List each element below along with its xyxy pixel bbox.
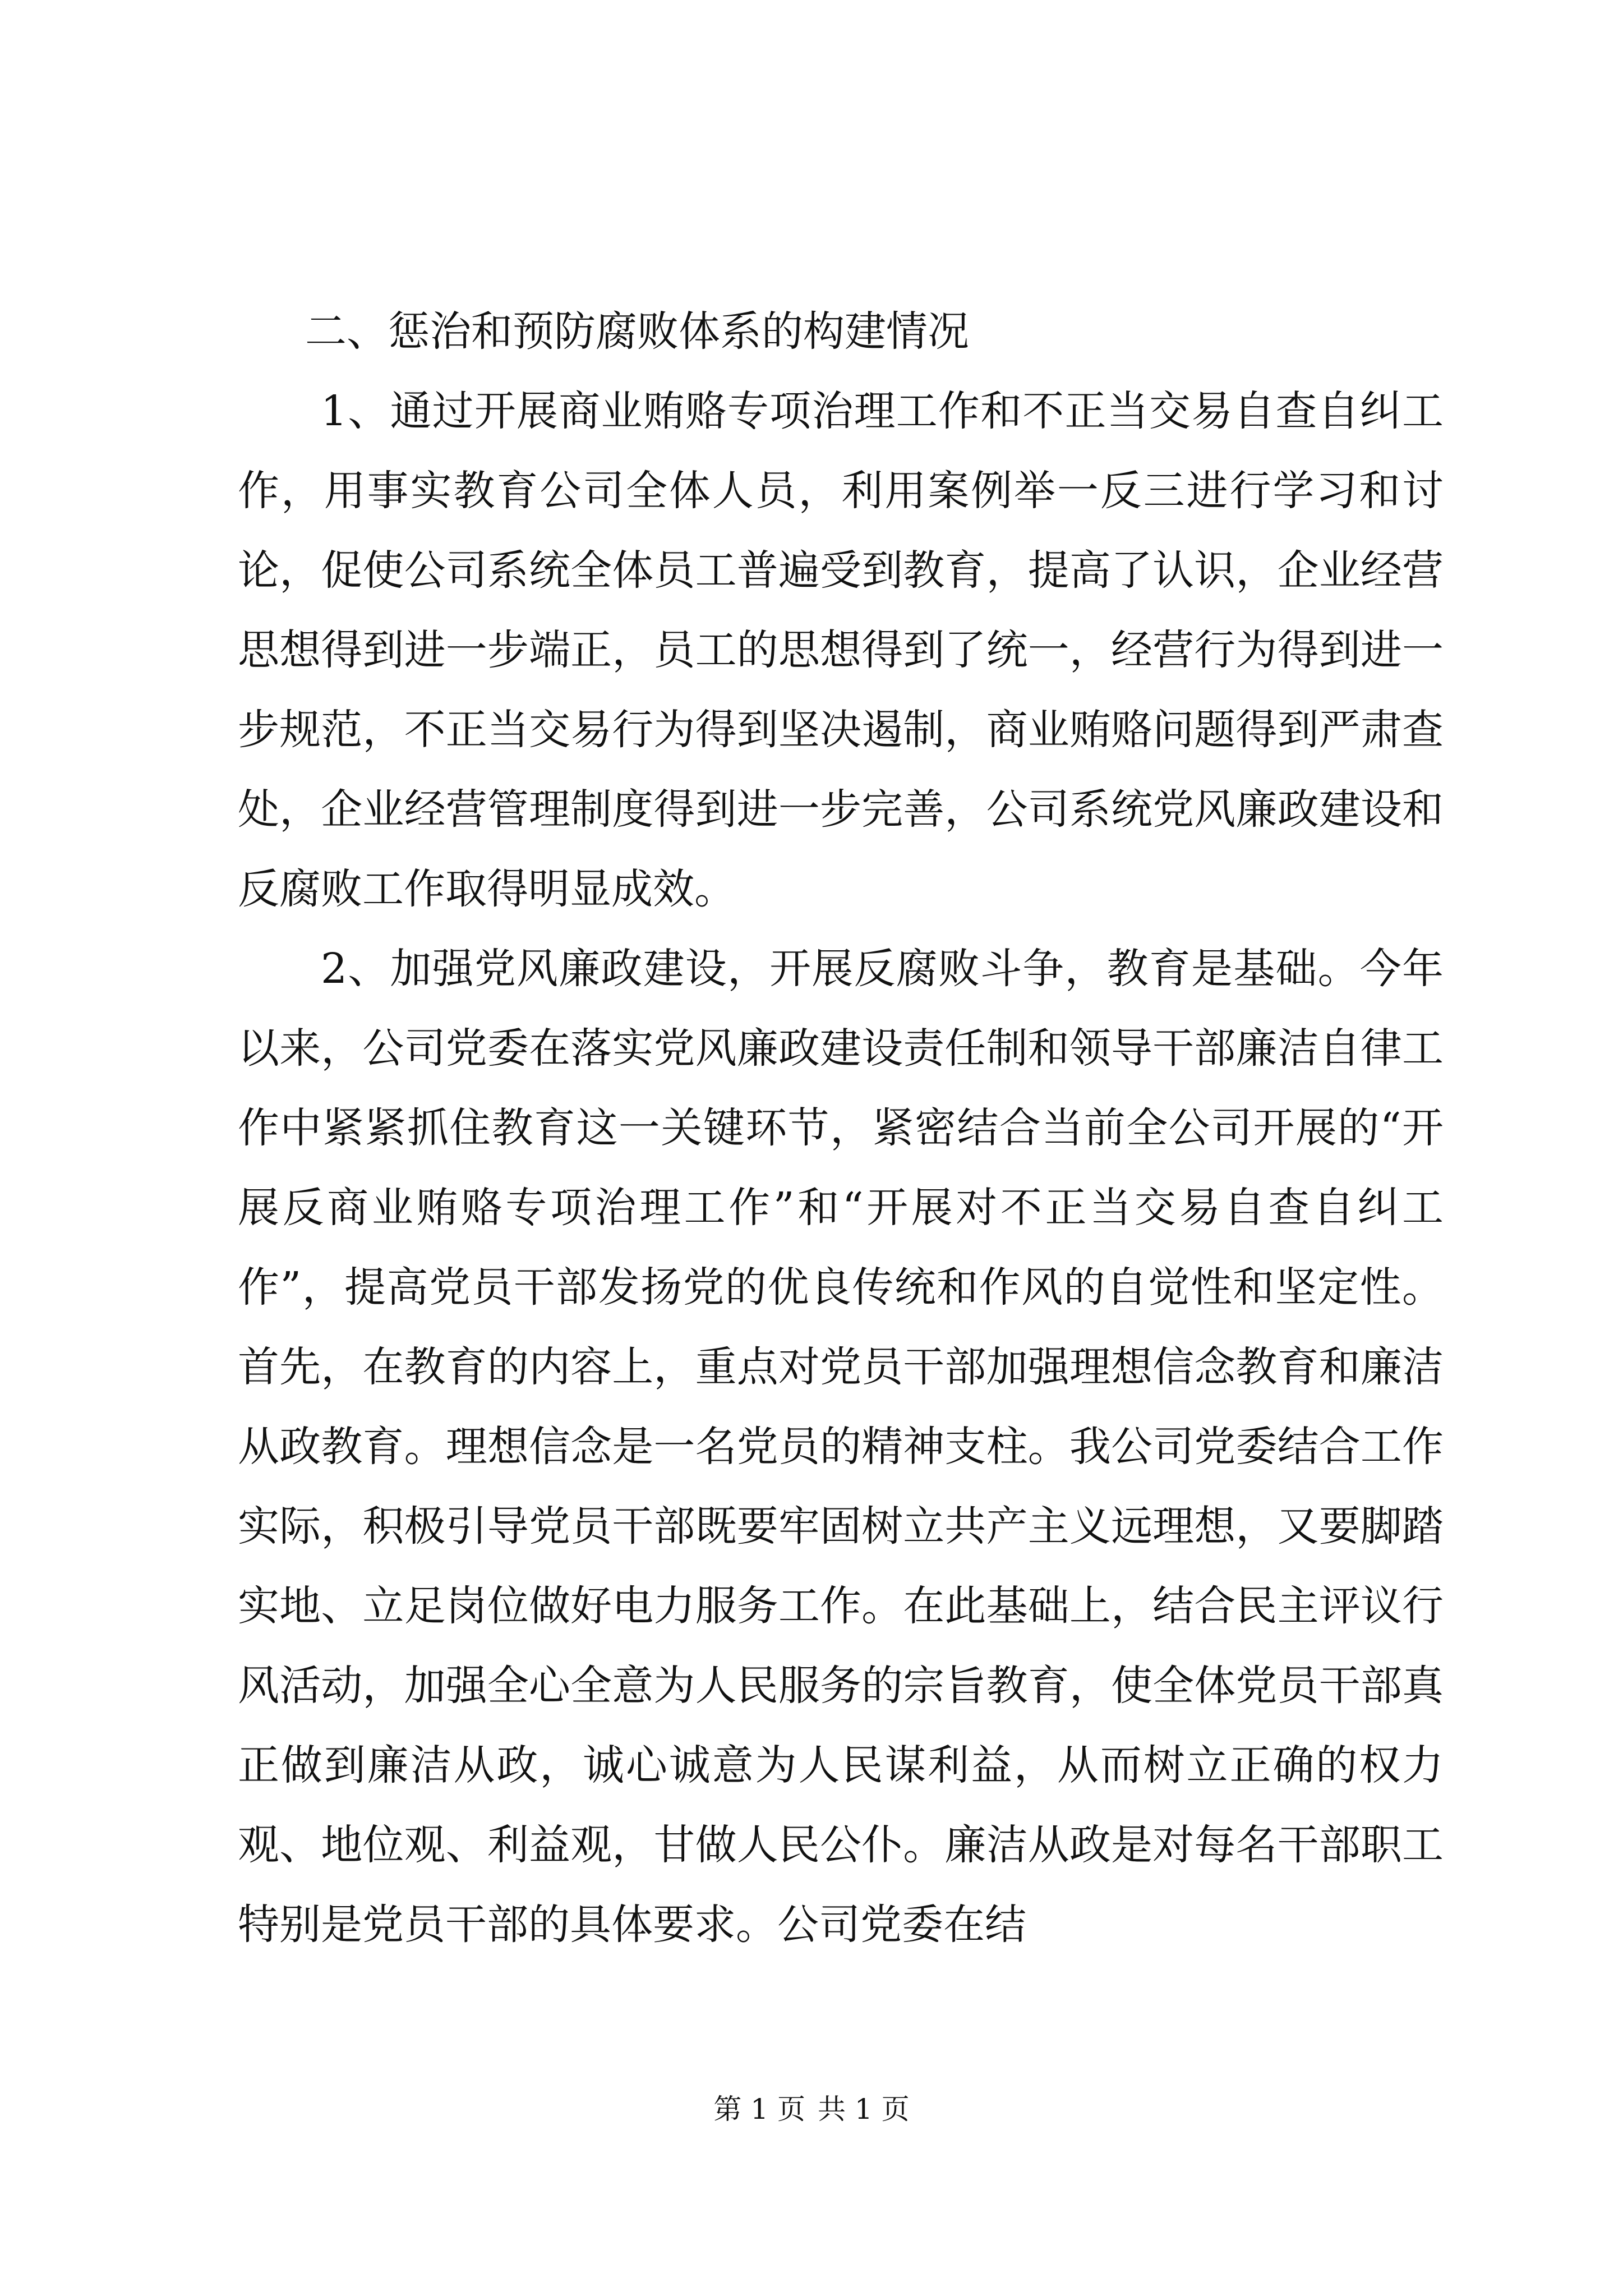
paragraph-1: 1、通过开展商业贿赂专项治理工作和不正当交易自查自纠工作，用事实教育公司全体人员，利用案例举一反三进行学习和讨论，促使公司系统全体员工普遍受到教育，提高了认识，企业经营思想得到进一步端正，员工的思想得到了统一，经营行为得到进一步规范，不正当交易行为得到坚决遏制，商业贿赂问题得到严肃查处，企业经营管理制度得到进一步完善，公司系统党风廉政建设和反腐败工作取得明显成效。 [238,387,1444,913]
section-heading: 二、惩治和预防腐败体系的构建情况 [305,307,969,356]
document-body [238,292,1444,1964]
page-footer [0,2087,1623,2127]
page-total: 共 1 页 [818,2093,910,2125]
page-number: 第 1 页 [713,2093,805,2125]
paragraph-2: 2、加强党风廉政建设，开展反腐败斗争，教育是基础。今年以来，公司党委在落实党风廉政建设责任制和领导干部廉洁自律工作中紧紧抓住教育这一关键环节，紧密结合当前全公司开展的“开展反商业贿赂专项治理工作”和“开展对不正当交易自查自纠工作”，提高党员干部发扬党的优良传统和作风的自觉性和坚定性。首先，在教育的内容上，重点对党员干部加强理想信念教育和廉洁从政教育。理想信念是一名党员的精神支柱。我公司党委结合工作实际，积极引导党员干部既要牢固树立共产主义远理想，又要脚踏实地、立足岗位做好电力服务工作。在此基础上，结合民主评议行风活动，加强全心全意为人民服务的宗旨教育，使全体党员干部真正做到廉洁从政，诚心诚意为人民谋利益，从而树立正确的权力观、地位观、利益观，甘做人民公仆。廉洁从政是对每名干部职工特别是党员干部的具体要求。公司党委在结 [238,945,1444,1949]
